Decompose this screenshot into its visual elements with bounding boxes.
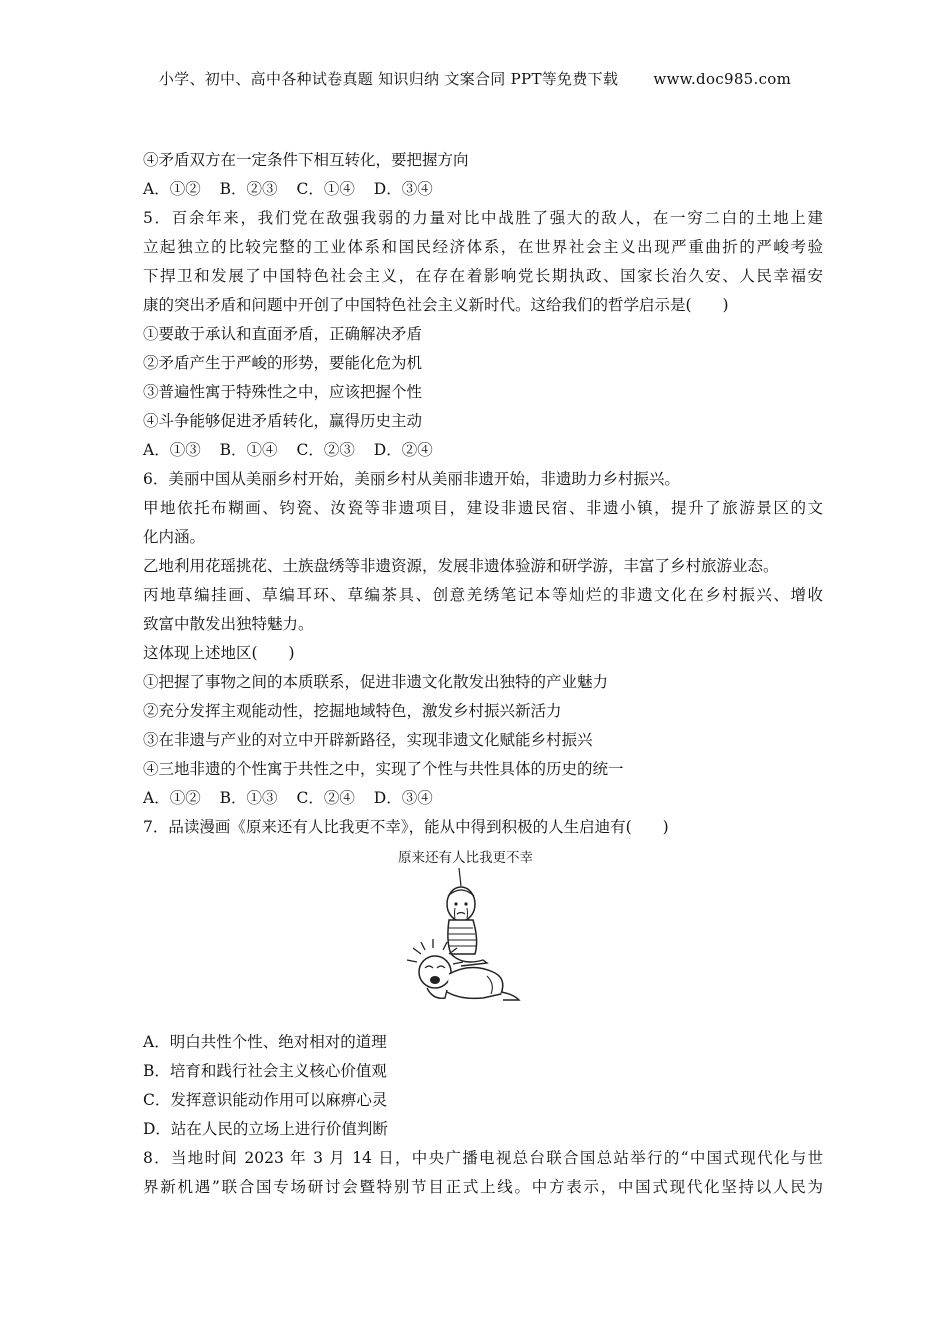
- q5-option-d: D．②④: [373, 441, 433, 459]
- q6-item-2: ②充分发挥主观能动性，挖掘地域特色，激发乡村振兴新活力: [143, 702, 562, 720]
- q6-option-a: A．①②: [143, 789, 201, 807]
- q4-option-b: B．②③: [219, 180, 278, 198]
- header-text: 小学、初中、高中各种试卷真题 知识归纳 文案合同 PPT等免费下载: [158, 70, 619, 88]
- q5-item-2: ②矛盾产生于严峻的形势，要能化危为机: [143, 354, 423, 372]
- q6-stem-line: 甲地依托布糊画、钧瓷、汝瓷等非遗项目，建设非遗民宿、非遗小镇，提升了旅游景区的文: [143, 499, 823, 517]
- q6-item-4: ④三地非遗的个性寓于共性之中，实现了个性与共性具体的历史的统一: [143, 760, 624, 778]
- header-site: www.doc985.com: [653, 70, 792, 88]
- q6-option-b: B．①③: [219, 789, 278, 807]
- page-content: [143, 146, 823, 1202]
- q6-stem-line: 化内涵。: [143, 528, 206, 546]
- q6-option-d: D．③④: [373, 789, 433, 807]
- q6-option-c: C．②④: [296, 789, 355, 807]
- q4-option-a: A．①②: [143, 180, 201, 198]
- q8-stem-line: 界新机遇”联合国专场研讨会暨特别节目正式上线。中方表示，中国式现代化坚持以人民为: [143, 1178, 823, 1196]
- cartoon-caption: 原来还有人比我更不幸: [398, 850, 533, 866]
- q6-stem-line: 乙地利用花瑶挑花、土族盘绣等非遗资源，发展非遗体验游和研学游，丰富了乡村旅游业态。: [143, 557, 779, 575]
- q6-item-3: ③在非遗与产业的对立中开辟新路径，实现非遗文化赋能乡村振兴: [143, 731, 593, 749]
- q8-stem-line: 8．当地时间 2023 年 3 月 14 日，中央广播电视总台联合国总站举行的“中国式现代化与世: [143, 1149, 823, 1167]
- q5-option-b: B．①④: [219, 441, 278, 459]
- q7-option-a: A．明白共性个性、绝对相对的道理: [143, 1033, 387, 1051]
- q7-option-c: C．发挥意识能动作用可以麻痹心灵: [143, 1091, 388, 1109]
- cartoon-figure: [143, 844, 823, 1020]
- q7-option-d: D．站在人民的立场上进行价值判断: [143, 1120, 388, 1138]
- q7-option-b: B．培育和践行社会主义核心价值观: [143, 1062, 387, 1080]
- q6-stem-line: 致富中散发出独特魅力。: [143, 615, 314, 633]
- q6-options: [143, 784, 823, 813]
- q5-stem-line: 立起独立的比较完整的工业体系和国民经济体系，在世界社会主义出现严重曲折的严峻考验: [143, 238, 823, 256]
- q5-item-4: ④斗争能够促进矛盾转化，赢得历史主动: [143, 412, 423, 430]
- page-header: [0, 68, 950, 89]
- q5-options: [143, 436, 823, 465]
- q5-stem-line: 5．百余年来，我们党在敌强我弱的力量对比中战胜了强大的敌人，在一穷二白的土地上建: [143, 209, 823, 227]
- q5-option-a: A．①③: [143, 441, 201, 459]
- q4-item-4: ④矛盾双方在一定条件下相互转化，要把握方向: [143, 151, 469, 169]
- q6-stem-line: 丙地草编挂画、草编耳环、草编茶具、创意羌绣笔记本等灿烂的非遗文化在乡村振兴、增收: [143, 586, 823, 604]
- q5-stem-line: 下捍卫和发展了中国特色社会主义，在存在着影响党长期执政、国家长治久安、人民幸福安: [143, 267, 823, 285]
- q6-stem-line: 6．美丽中国从美丽乡村开始，美丽乡村从美丽非遗开始，非遗助力乡村振兴。: [143, 470, 680, 488]
- cartoon-illustration: [391, 844, 561, 1020]
- q4-option-c: C．①④: [296, 180, 355, 198]
- q5-item-1: ①要敢于承认和直面矛盾，正确解决矛盾: [143, 325, 423, 343]
- q6-item-1: ①把握了事物之间的本质联系，促进非遗文化散发出独特的产业魅力: [143, 673, 609, 691]
- q5-stem-line: 康的突出矛盾和问题中开创了中国特色社会主义新时代。这给我们的哲学启示是( ): [143, 296, 729, 314]
- q6-stem-line: 这体现上述地区( ): [143, 644, 295, 662]
- q7-stem: 7．品读漫画《原来还有人比我更不幸》，能从中得到积极的人生启迪有( ): [143, 818, 669, 836]
- q4-option-d: D．③④: [373, 180, 433, 198]
- q5-item-3: ③普遍性寓于特殊性之中，应该把握个性: [143, 383, 423, 401]
- q4-options: [143, 175, 823, 204]
- q5-option-c: C．②③: [296, 441, 355, 459]
